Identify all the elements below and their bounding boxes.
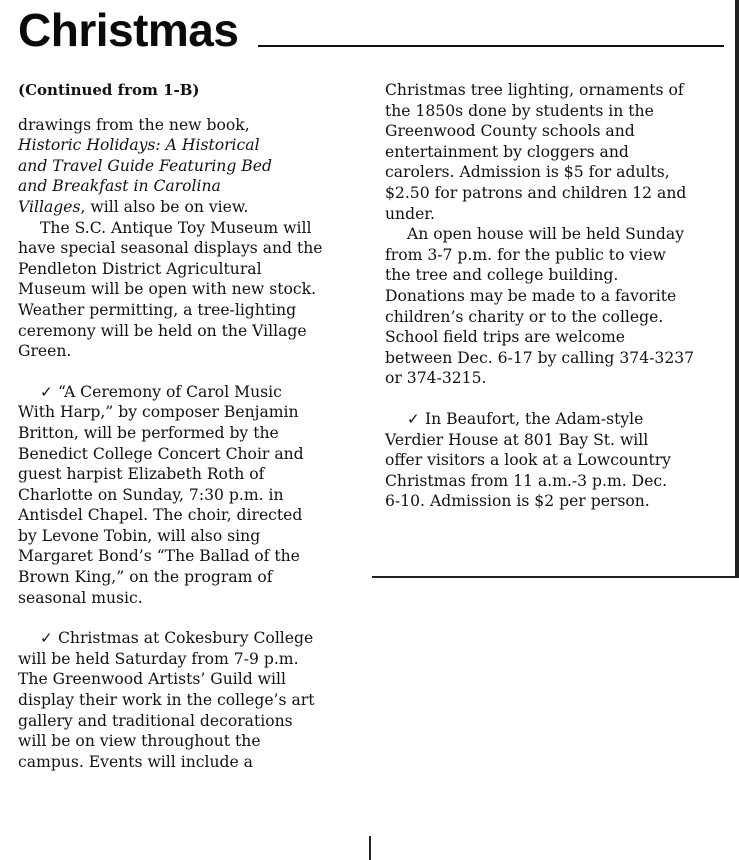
text-line [18, 382, 353, 403]
text-line: between Dec. 6-17 by calling 374-3237 [385, 348, 695, 367]
text-line: $2.50 for patrons and children 12 and [385, 183, 687, 202]
text-line: Greenwood County schools and [385, 122, 635, 141]
text-line: from 3-7 p.m. for the public to view [385, 245, 666, 264]
checkmark-icon: ✓ [40, 382, 53, 401]
text-line: campus. Events will include a [18, 752, 253, 771]
right-column [385, 80, 725, 512]
text-line: 6-10. Admission is $2 per person. [385, 492, 650, 511]
text-line [18, 156, 353, 177]
text-line: The Greenwood Artists’ Guild will [18, 670, 286, 689]
text-line: Green. [18, 342, 72, 361]
text-line: seasonal music. [18, 588, 143, 607]
text-line: Charlotte on Sunday, 7:30 p.m. in [18, 485, 284, 504]
text-line [18, 135, 353, 156]
text-line: will be on view throughout the [18, 732, 261, 751]
left-column [18, 80, 353, 772]
text-line: Verdier House at 801 Bay St. will [385, 430, 649, 449]
text-line: offer visitors a look at a Lowcountry [385, 451, 671, 470]
headline: Christmas [18, 4, 239, 56]
text-fragment: “A Ceremony of Carol Music [58, 382, 282, 401]
text-line: Pendleton District Agricultural [18, 259, 262, 278]
book-title: Villages [18, 197, 81, 216]
page-edge-rule [735, 0, 739, 577]
text-line: Antisdel Chapel. The choir, directed [18, 506, 303, 525]
text-line: Christmas tree lighting, ornaments of [385, 81, 684, 99]
paragraph-open-house [385, 224, 725, 389]
text-line [18, 628, 353, 649]
book-title: Historic Holidays: A Historical [18, 136, 260, 155]
paragraph-cokesbury [18, 628, 353, 772]
text-line: carolers. Admission is $5 for adults, [385, 163, 670, 182]
text-line: Donations may be made to a favorite [385, 286, 677, 305]
text-line [18, 176, 353, 197]
column-divider [369, 836, 371, 860]
text-line: have special seasonal displays and the [18, 239, 323, 258]
text-line: children’s charity or to the college. [385, 307, 664, 326]
paragraph-tree-lighting [385, 80, 725, 224]
paragraph-toy-museum [18, 218, 353, 362]
text-line: Christmas from 11 a.m.-3 p.m. Dec. [385, 471, 668, 490]
text-fragment: Christmas at Cokesbury College [58, 629, 314, 648]
text-line: With Harp,” by composer Benjamin [18, 403, 299, 422]
paragraph-carol-music [18, 382, 353, 609]
continued-line: (Continued from 1-B) [18, 81, 200, 99]
text-line: An open house will be held Sunday [407, 225, 685, 244]
text-line: display their work in the college’s art [18, 691, 315, 710]
text-line: School field trips are welcome [385, 328, 626, 347]
text-fragment: , will also be on view. [80, 197, 249, 216]
checkmark-icon: ✓ [40, 629, 53, 648]
text-line: or 374-3215. [385, 369, 487, 388]
book-title: and Travel Guide Featuring Bed [18, 156, 272, 175]
headline-rule [258, 45, 724, 47]
text-line: Benedict College Concert Choir and [18, 444, 304, 463]
text-line: the 1850s done by students in the [385, 101, 654, 120]
text-line: drawings from the new book, [18, 115, 250, 134]
text-line: Brown King,” on the program of [18, 568, 273, 587]
text-line: under. [385, 204, 435, 223]
text-line: the tree and college building. [385, 266, 619, 285]
text-line: guest harpist Elizabeth Roth of [18, 465, 265, 484]
section-box-rule [372, 576, 739, 578]
paragraph-book-drawings [18, 115, 353, 218]
text-line: entertainment by cloggers and [385, 142, 629, 161]
text-line: The S.C. Antique Toy Museum will [40, 218, 312, 237]
text-line: Museum will be open with new stock. [18, 280, 317, 299]
text-line: by Levone Tobin, will also sing [18, 526, 261, 545]
text-line: Weather permitting, a tree-lighting [18, 300, 297, 319]
text-line [385, 409, 725, 430]
checkmark-icon: ✓ [407, 409, 420, 428]
paragraph-beaufort [385, 409, 725, 512]
paragraph-gap [385, 389, 725, 409]
text-fragment: In Beaufort, the Adam-style [425, 409, 644, 428]
text-line: Margaret Bond’s “The Ballad of the [18, 547, 300, 566]
text-line: ceremony will be held on the Village [18, 321, 307, 340]
book-title: and Breakfast in Carolina [18, 177, 221, 196]
paragraph-gap [18, 362, 353, 382]
text-line: Britton, will be performed by the [18, 423, 279, 442]
text-line [18, 197, 353, 218]
text-line: will be held Saturday from 7-9 p.m. [18, 649, 299, 668]
paragraph-gap [18, 608, 353, 628]
text-line: gallery and traditional decorations [18, 711, 293, 730]
